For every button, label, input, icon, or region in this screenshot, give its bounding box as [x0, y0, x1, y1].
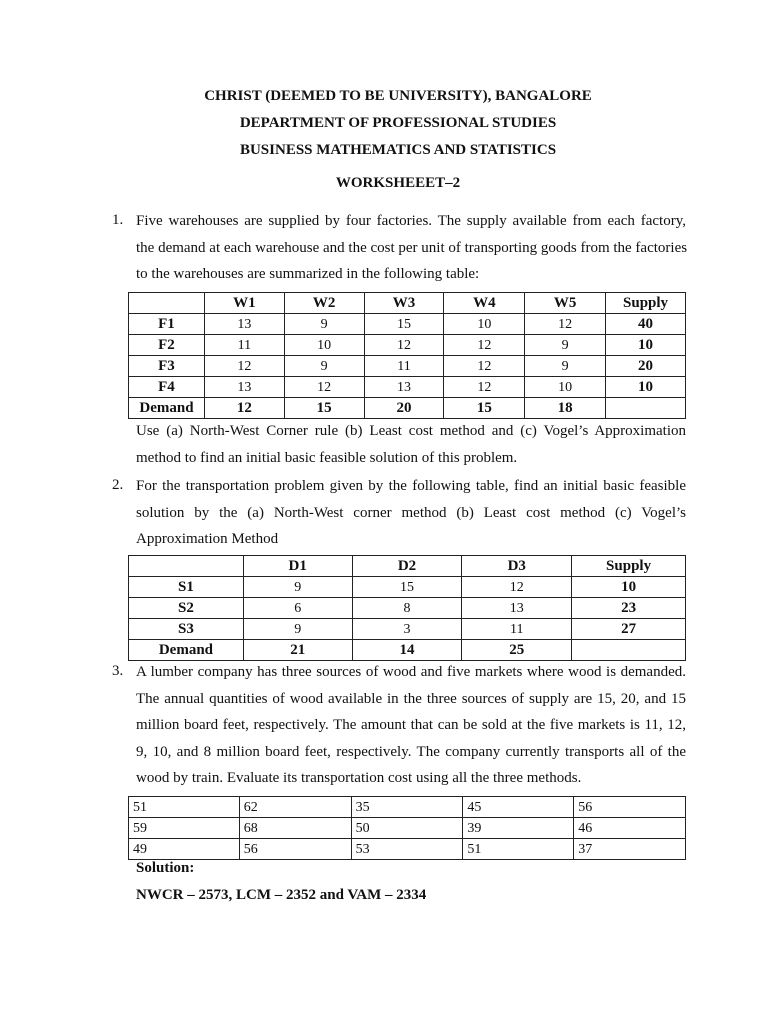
row-label: Demand: [129, 640, 244, 661]
table-cell: 15: [364, 314, 444, 335]
question-line: million board feet, respectively. The amount that can be sold at the five markets is 11, 12,: [136, 717, 686, 733]
table-cell: 12: [364, 335, 444, 356]
table-cell: 13: [364, 377, 444, 398]
table-cell: 11: [204, 335, 284, 356]
supply-cell: 27: [572, 619, 686, 640]
table-cell: 51: [129, 797, 240, 818]
table-cell: 12: [444, 377, 525, 398]
table-cell: 10: [284, 335, 364, 356]
university-title: CHRIST (DEEMED TO BE UNIVERSITY), BANGALORE: [204, 88, 592, 104]
row-label: F3: [129, 356, 205, 377]
table-row: [129, 839, 686, 860]
question-line: Use (a) North-West Corner rule (b) Least cost method and (c) Vogel’s Approximation: [136, 423, 686, 439]
table-header-cell: W5: [525, 293, 606, 314]
table-cell: 3: [352, 619, 462, 640]
supply-cell: 10: [572, 577, 686, 598]
demand-row: [129, 640, 686, 661]
demand-cell: 12: [204, 398, 284, 419]
table-cell: 9: [525, 356, 606, 377]
table-header-cell: W2: [284, 293, 364, 314]
question-1-instructions: [136, 418, 686, 471]
question-line: wood by train. Evaluate its transportation cost using all the three methods.: [136, 770, 582, 786]
question-1-text: [136, 208, 686, 288]
table-cell: 13: [204, 377, 284, 398]
table-cell: 46: [574, 818, 686, 839]
question-3-table: [128, 796, 686, 860]
table-cell: 9: [243, 577, 352, 598]
table-cell: 9: [284, 356, 364, 377]
row-label: S3: [129, 619, 244, 640]
question-1-number: 1.: [112, 212, 124, 228]
table-header-cell: W4: [444, 293, 525, 314]
table-row: [129, 377, 686, 398]
table-cell: 9: [284, 314, 364, 335]
table-cell: 59: [129, 818, 240, 839]
question-3-text: [136, 659, 686, 792]
row-label: F4: [129, 377, 205, 398]
demand-cell: 14: [352, 640, 462, 661]
question-2-text: [136, 473, 686, 553]
table-cell: 11: [364, 356, 444, 377]
table-cell: 13: [204, 314, 284, 335]
table-cell: 6: [243, 598, 352, 619]
table-cell: 53: [351, 839, 463, 860]
supply-cell: 10: [606, 335, 686, 356]
demand-cell: 18: [525, 398, 606, 419]
table-header-cell: D2: [352, 556, 462, 577]
table-row: [129, 335, 686, 356]
table-header-row: [129, 293, 686, 314]
table-cell: 49: [129, 839, 240, 860]
row-label: S1: [129, 577, 244, 598]
demand-cell: 25: [462, 640, 572, 661]
table-header-cell: Supply: [606, 293, 686, 314]
question-line: 9, 10, and 8 million board feet, respectively. The company currently transports all of the: [136, 743, 686, 760]
table-header-cell: [129, 556, 244, 577]
question-2-number: 2.: [112, 477, 124, 493]
table-cell: 10: [444, 314, 525, 335]
table-cell: 50: [351, 818, 463, 839]
department-title: DEPARTMENT OF PROFESSIONAL STUDIES: [239, 115, 557, 131]
table-row: [129, 356, 686, 377]
supply-cell: 23: [572, 598, 686, 619]
table-header-cell: W3: [364, 293, 444, 314]
table-row: [129, 314, 686, 335]
table-cell: 45: [463, 797, 574, 818]
table-cell: 12: [444, 356, 525, 377]
table-cell: 12: [204, 356, 284, 377]
row-label: F2: [129, 335, 205, 356]
question-2-table: [128, 555, 686, 661]
table-cell: 15: [352, 577, 462, 598]
question-line: to the warehouses are summarized in the following table:: [136, 266, 480, 282]
question-line: the demand at each warehouse and the cost per unit of transporting goods from the factories: [136, 239, 688, 256]
table-header-cell: Supply: [572, 556, 686, 577]
row-label: F1: [129, 314, 205, 335]
table-cell: 68: [239, 818, 351, 839]
table-header-cell: [129, 293, 205, 314]
question-line: The annual quantities of wood available in the three sources of supply are 15, 20, and 15: [136, 690, 686, 707]
demand-cell: [572, 640, 686, 661]
demand-row: [129, 398, 686, 419]
table-row: [129, 797, 686, 818]
row-label: S2: [129, 598, 244, 619]
supply-cell: 10: [606, 377, 686, 398]
question-line: method to find an initial basic feasible solution of this problem.: [136, 449, 518, 466]
table-cell: 35: [351, 797, 463, 818]
table-cell: 56: [574, 797, 686, 818]
table-cell: 12: [462, 577, 572, 598]
table-header-row: [129, 556, 686, 577]
table-cell: 12: [284, 377, 364, 398]
table-cell: 51: [463, 839, 574, 860]
table-cell: 39: [463, 818, 574, 839]
solution-label: Solution:: [136, 860, 195, 876]
table-row: [129, 577, 686, 598]
table-row: [129, 598, 686, 619]
row-label: Demand: [129, 398, 205, 419]
demand-cell: 20: [364, 398, 444, 419]
table-cell: 62: [239, 797, 351, 818]
table-header-cell: W1: [204, 293, 284, 314]
table-header-cell: D3: [462, 556, 572, 577]
table-cell: 12: [444, 335, 525, 356]
solution-text: NWCR – 2573, LCM – 2352 and VAM – 2334: [136, 887, 427, 903]
table-cell: 9: [525, 335, 606, 356]
table-cell: 56: [239, 839, 351, 860]
demand-cell: 21: [243, 640, 352, 661]
demand-cell: [606, 398, 686, 419]
question-line: For the transportation problem given by the following table, find an initial basic feasible: [136, 478, 686, 494]
table-row: [129, 619, 686, 640]
table-cell: 10: [525, 377, 606, 398]
question-3-number: 3.: [112, 663, 124, 679]
question-line: solution by the (a) North-West corner method (b) Least cost method (c) Vogel’s: [136, 504, 686, 521]
table-cell: 11: [462, 619, 572, 640]
demand-cell: 15: [284, 398, 364, 419]
course-title: BUSINESS MATHEMATICS AND STATISTICS: [239, 142, 557, 158]
table-header-cell: D1: [243, 556, 352, 577]
table-cell: 12: [525, 314, 606, 335]
table-cell: 13: [462, 598, 572, 619]
table-cell: 8: [352, 598, 462, 619]
demand-cell: 15: [444, 398, 525, 419]
table-row: [129, 818, 686, 839]
question-line: Approximation Method: [136, 531, 279, 547]
worksheet-title: WORKSHEEET–2: [335, 175, 461, 191]
supply-cell: 20: [606, 356, 686, 377]
table-cell: 9: [243, 619, 352, 640]
question-line: Five warehouses are supplied by four factories. The supply available from each factory,: [136, 213, 686, 229]
question-line: A lumber company has three sources of wood and five markets where wood is demanded.: [136, 664, 686, 680]
supply-cell: 40: [606, 314, 686, 335]
table-cell: 37: [574, 839, 686, 860]
question-1-table: [128, 292, 686, 419]
